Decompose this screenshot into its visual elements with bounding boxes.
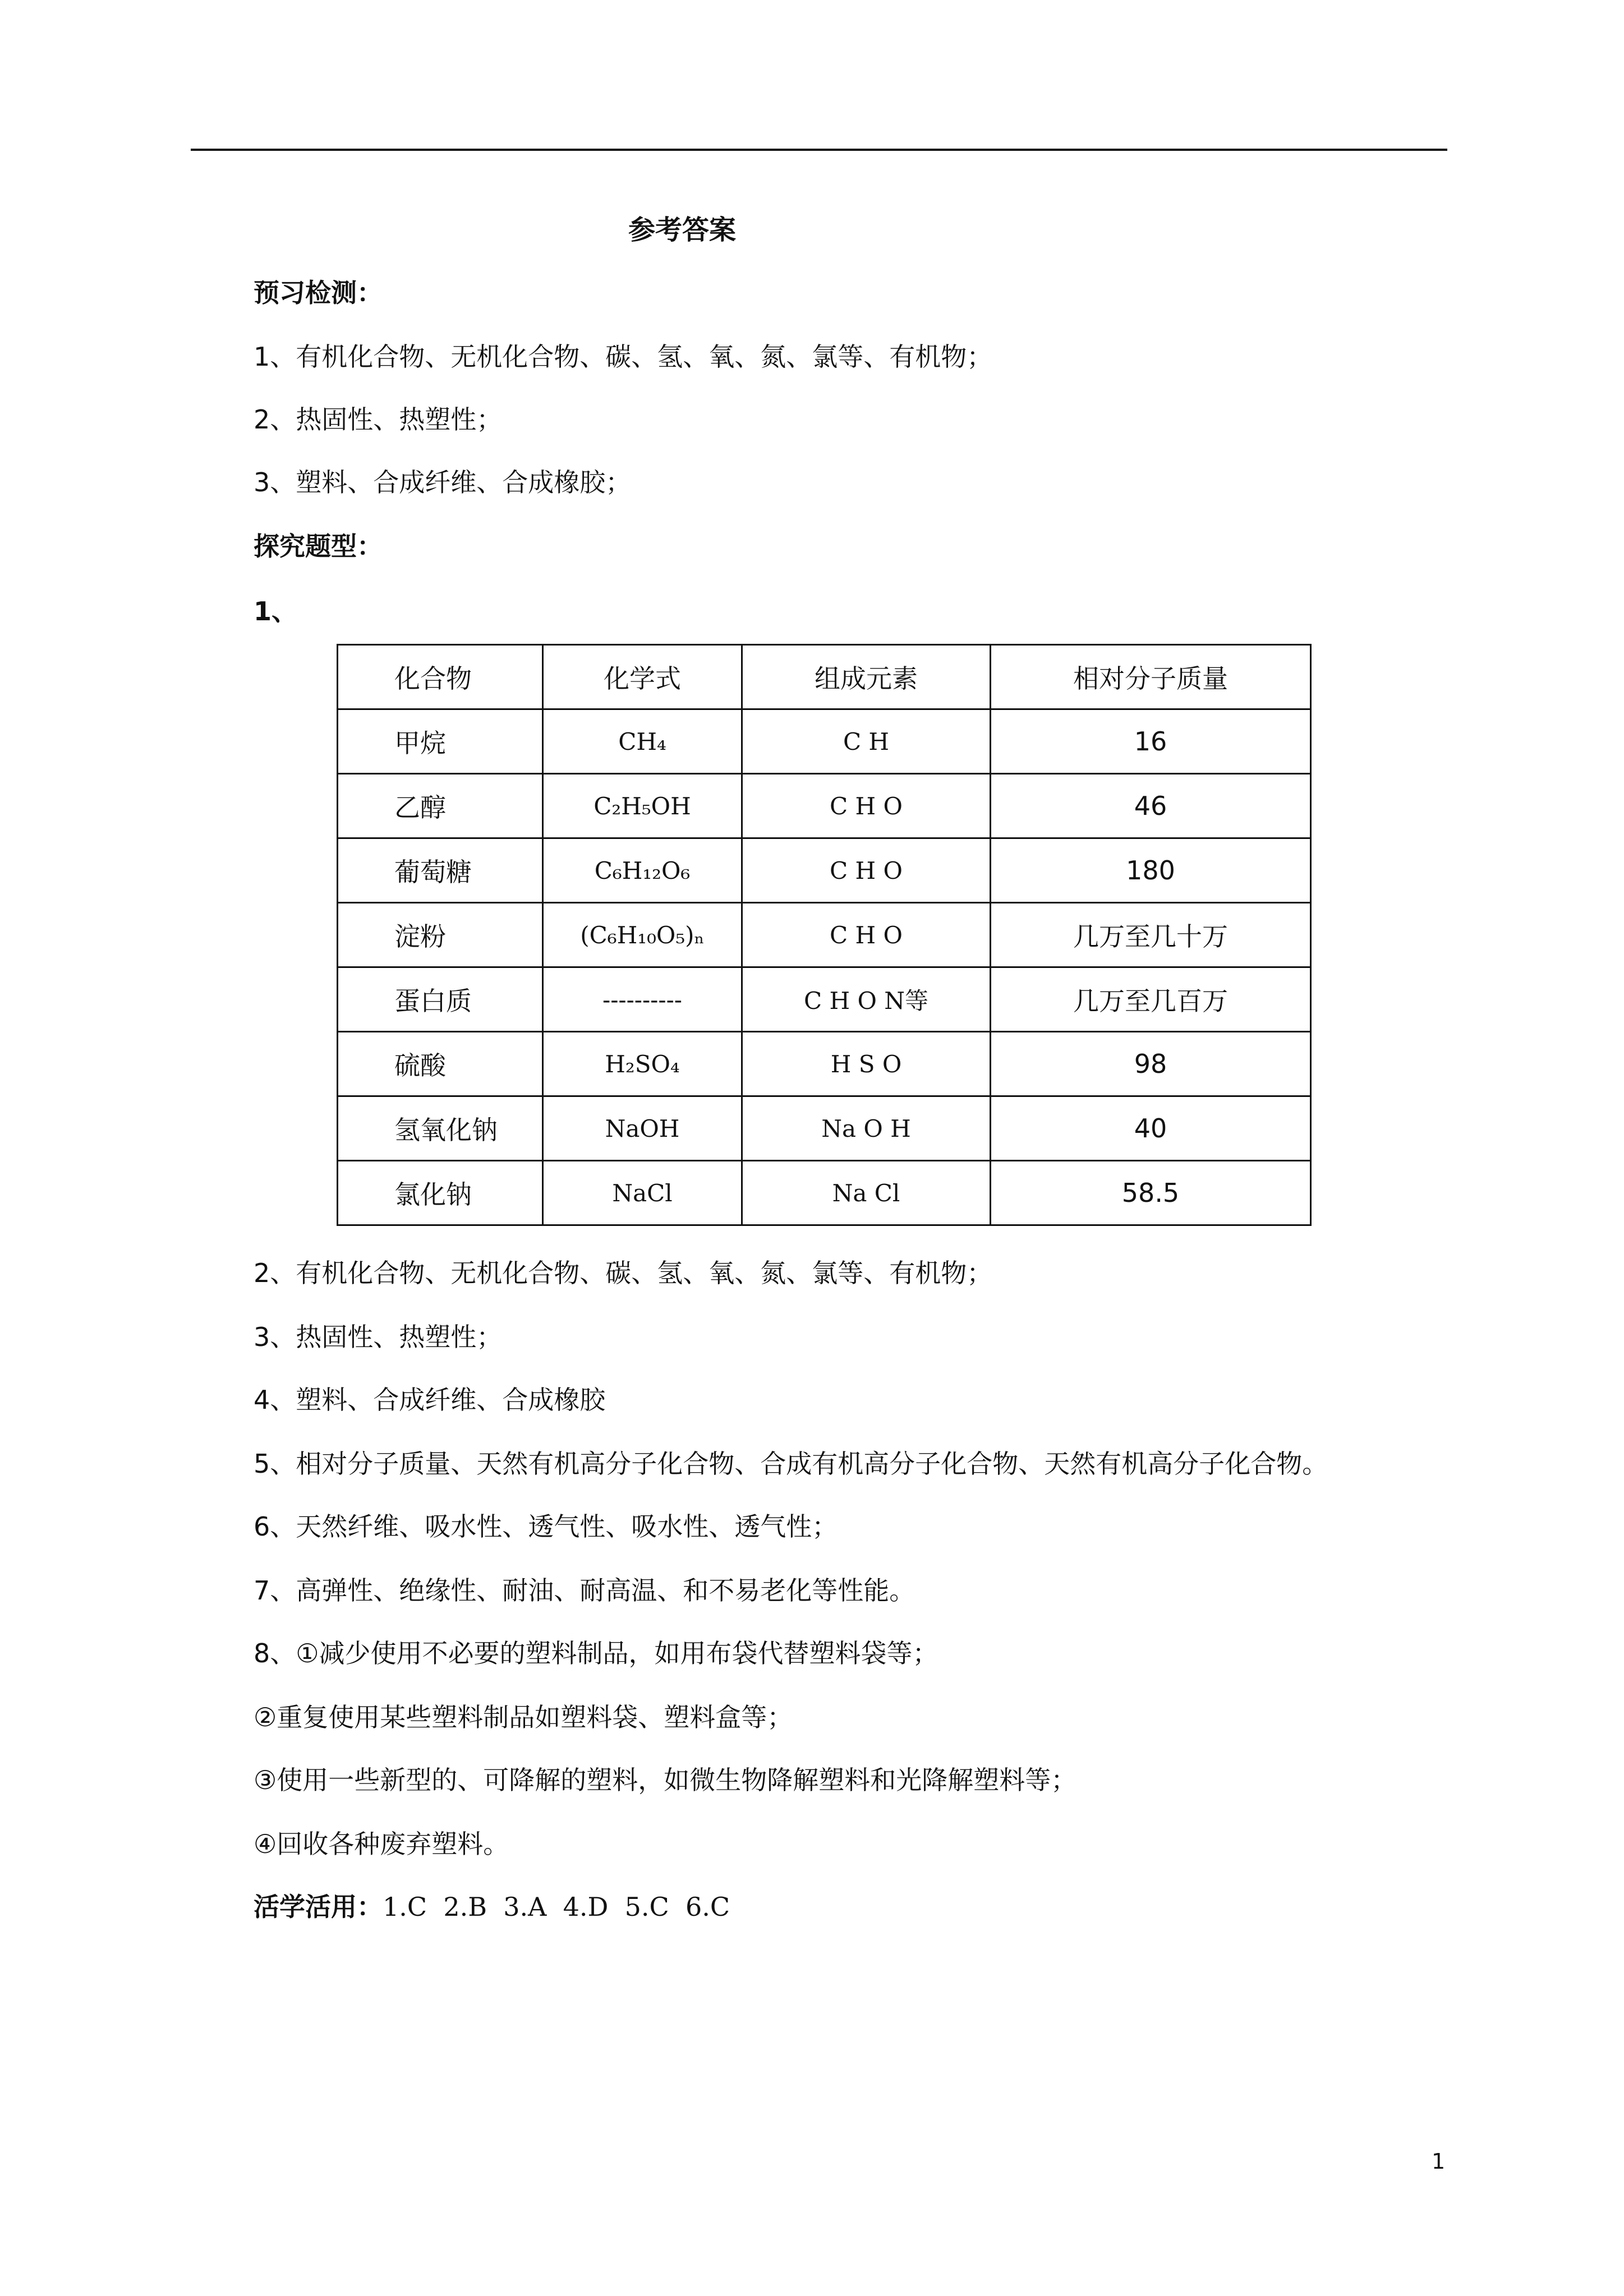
compound-elements: C H O: [742, 774, 991, 838]
practice-answers: 1.C 2.B 3.A 4.D 5.C 6.C: [383, 1892, 730, 1922]
compound-formula: CH₄: [543, 709, 742, 774]
explore-item-7: 7、高弹性、绝缘性、耐油、耐高温、和不易老化等性能。: [254, 1575, 915, 1606]
compound-name: 蛋白质: [338, 967, 543, 1032]
compound-elements: C H O: [742, 903, 991, 967]
compound-name: 硫酸: [338, 1032, 543, 1096]
explore-item-3: 3、热固性、热塑性；: [254, 1322, 503, 1352]
compound-elements: Na O H: [742, 1096, 991, 1161]
compound-name: 葡萄糖: [338, 838, 543, 903]
explore-item-8-sub-2: ②重复使用某些塑料制品如塑料袋、塑料盒等；: [254, 1702, 793, 1732]
compound-formula: NaCl: [543, 1161, 742, 1225]
compound-mass: 16: [991, 709, 1311, 774]
compound-elements: H S O: [742, 1032, 991, 1096]
header-mass: 相对分子质量: [991, 645, 1311, 709]
compound-formula: (C₆H₁₀O₅)ₙ: [543, 903, 742, 967]
preview-item-2: 2、热固性、热塑性；: [254, 404, 503, 435]
compound-mass: 几万至几十万: [991, 903, 1311, 967]
compound-formula: ----------: [543, 967, 742, 1032]
compound-name: 氯化钠: [338, 1161, 543, 1225]
compound-formula: H₂SO₄: [543, 1032, 742, 1096]
explore-item-6: 6、天然纤维、吸水性、透气性、吸水性、透气性；: [254, 1511, 838, 1542]
compound-elements: C H O N等: [742, 967, 991, 1032]
explore-item-4: 4、塑料、合成纤维、合成橡胶: [254, 1385, 606, 1415]
compound-elements: C H O: [742, 838, 991, 903]
preview-item-1: 1、有机化合物、无机化合物、碳、氢、氧、氮、氯等、有机物；: [254, 342, 993, 372]
compound-table: [337, 644, 1312, 1226]
compound-formula: C₆H₁₂O₆: [543, 838, 742, 903]
explore-item-8-sub-4: ④回收各种废弃塑料。: [254, 1829, 509, 1859]
page-number: 1: [1432, 2149, 1446, 2174]
compound-name: 淀粉: [338, 903, 543, 967]
explore-item-8-sub-3: ③使用一些新型的、可降解的塑料，如微生物降解塑料和光降解塑料等；: [254, 1765, 1077, 1795]
compound-elements: Na Cl: [742, 1161, 991, 1225]
page-title: 参考答案: [628, 214, 737, 246]
table-row: [338, 838, 1311, 903]
compound-name: 乙醇: [338, 774, 543, 838]
explore-item-8: 8、①减少使用不必要的塑料制品，如用布袋代替塑料袋等；: [254, 1638, 938, 1668]
table-row: [338, 903, 1311, 967]
compound-formula: NaOH: [543, 1096, 742, 1161]
practice-line: [254, 1890, 730, 1924]
table-row: [338, 774, 1311, 838]
compound-mass: 58.5: [991, 1161, 1311, 1225]
practice-heading: 活学活用：: [254, 1892, 383, 1922]
table-row: [338, 1161, 1311, 1225]
table-row: [338, 709, 1311, 774]
explore-item-1-label: 1、: [254, 596, 298, 626]
header-compound: 化合物: [338, 645, 543, 709]
compound-mass: 98: [991, 1032, 1311, 1096]
compound-mass: 40: [991, 1096, 1311, 1161]
table-header-row: [338, 645, 1311, 709]
compound-mass: 180: [991, 838, 1311, 903]
explore-heading: 探究题型：: [254, 531, 383, 561]
compound-name: 氢氧化钠: [338, 1096, 543, 1161]
preview-item-3: 3、塑料、合成纤维、合成橡胶；: [254, 467, 632, 497]
preview-heading: 预习检测：: [254, 278, 383, 308]
compound-elements: C H: [742, 709, 991, 774]
compound-formula: C₂H₅OH: [543, 774, 742, 838]
table-row: [338, 1096, 1311, 1161]
compound-name: 甲烷: [338, 709, 543, 774]
header-formula: 化学式: [543, 645, 742, 709]
header-rule: [191, 149, 1447, 151]
table-row: [338, 967, 1311, 1032]
compound-mass: 46: [991, 774, 1311, 838]
explore-item-5: 5、相对分子质量、天然有机高分子化合物、合成有机高分子化合物、天然有机高分子化合物。: [254, 1449, 1328, 1479]
explore-item-2: 2、有机化合物、无机化合物、碳、氢、氧、氮、氯等、有机物；: [254, 1258, 993, 1288]
header-elements: 组成元素: [742, 645, 991, 709]
table-row: [338, 1032, 1311, 1096]
compound-mass: 几万至几百万: [991, 967, 1311, 1032]
